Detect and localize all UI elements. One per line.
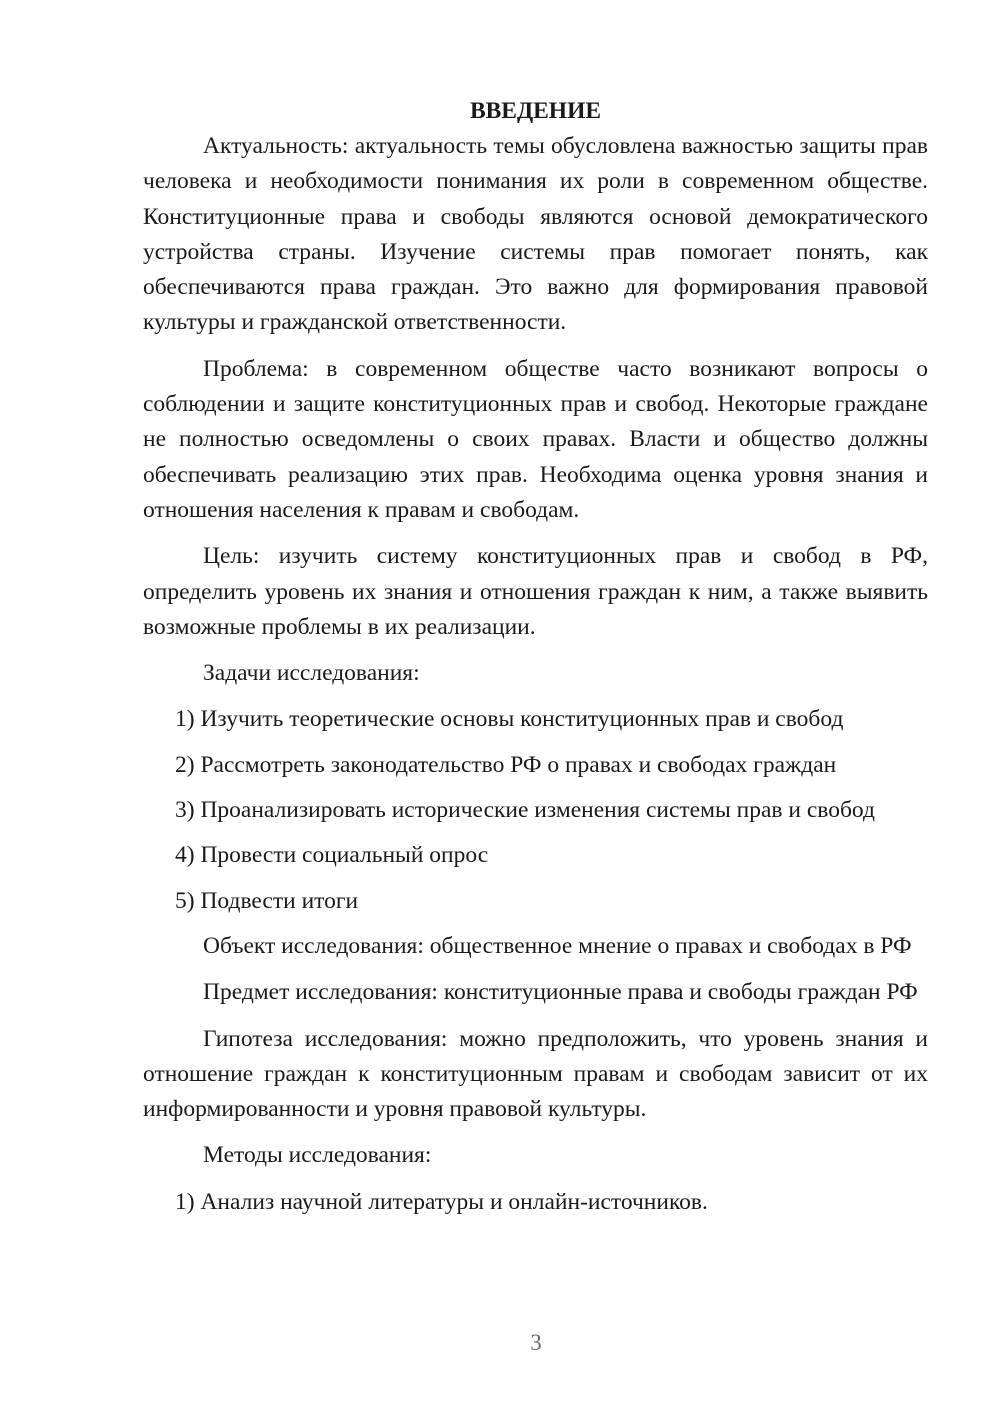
methods-list	[143, 1185, 928, 1220]
relevance-paragraph: Актуальность: актуальность темы обусловлена важностью защиты прав человека и необходимости понимания их роли в современном обществе. Конституционные права и свободы являются основой демократического устройства страны. Изучение системы прав помогает понять, как обеспечиваются права граждан. Это важно для формирования правовой культуры и гражданской ответственности.	[143, 133, 928, 336]
methods-heading: Методы исследования:	[203, 1142, 432, 1169]
list-item: 1) Изучить теоретические основы конституционных прав и свобод	[175, 706, 844, 733]
problem-paragraph: Проблема: в современном обществе часто возникают вопросы о соблюдении и защите конституционных прав и свобод. Некоторые граждане не полностью осведомлены о своих правах. Власти и общество должны обеспечивать реализацию этих прав. Необходима оценка уровня знания и отношения населения к правам и свободам.	[143, 355, 928, 523]
goal-paragraph: Цель: изучить систему конституционных прав и свобод в РФ, определить уровень их знания и отношения граждан к ним, а также выявить возможные проблемы в их реализации.	[143, 543, 928, 640]
section-title: ВВЕДЕНИЕ	[469, 98, 602, 124]
document-body	[143, 94, 928, 1230]
list-item: 1) Анализ научной литературы и онлайн-источников.	[175, 1188, 708, 1215]
list-item: 2) Рассмотреть законодательство РФ о правах и свободах граждан	[175, 751, 837, 778]
hypothesis-paragraph: Гипотеза исследования: можно предположить, что уровень знания и отношение граждан к конституционным правам и свободам зависит от их информированности и уровня правовой культуры.	[143, 1025, 928, 1123]
list-item: 5) Подвести итоги	[175, 887, 359, 914]
tasks-heading: Задачи исследования:	[203, 660, 420, 687]
subject-paragraph: Предмет исследования: конституционные права и свободы граждан РФ	[203, 979, 918, 1006]
list-item: 4) Провести социальный опрос	[175, 842, 489, 869]
list-item: 3) Проанализировать исторические изменения системы прав и свобод	[175, 797, 875, 824]
page-number: 3	[530, 1330, 542, 1355]
tasks-list	[143, 702, 928, 918]
object-paragraph: Объект исследования: общественное мнение о правах и свободах в РФ	[203, 932, 912, 959]
